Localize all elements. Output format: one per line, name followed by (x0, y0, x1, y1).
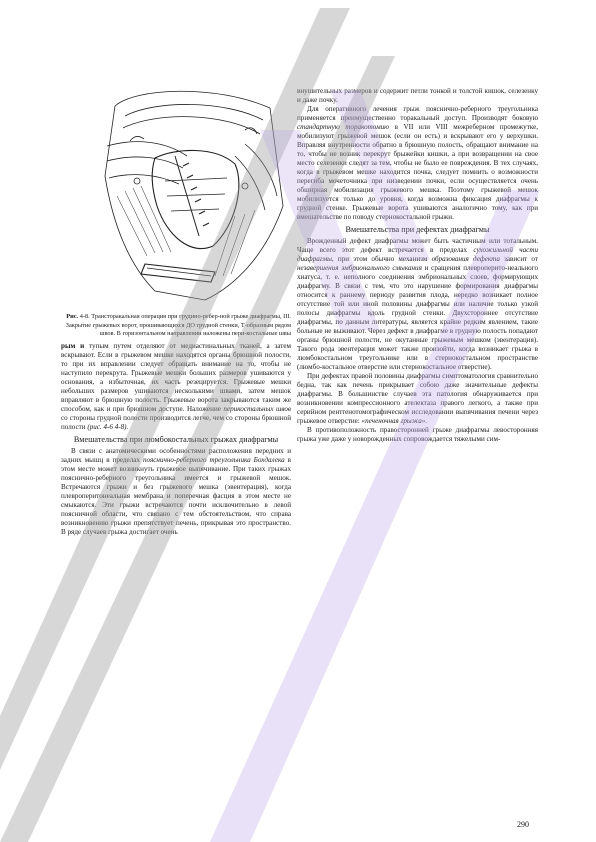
caption-label: Рис. (66, 313, 79, 320)
figure-reference: (рис. 4-6 4-8). (87, 423, 129, 431)
left-paragraph-1 (61, 342, 291, 432)
right-paragraph-3 (297, 372, 538, 426)
italic-run: незавершения эмбрионального смыкания (297, 264, 422, 272)
italic-run: пояснично-реберного треугольника Бохдалека (142, 456, 285, 464)
italic-run: образования дефекта (431, 255, 500, 263)
figure-caption (58, 313, 291, 339)
italic-run: стандартную торакотомию (297, 123, 390, 131)
italic-run: «печеночная грыжа». (361, 417, 428, 425)
text-run: При дефектах правой половины диафрагмы симптоматология сравнительно бедна, так как печень прикрывает собою даже значительные дефекты диафрагмы. В большинстве случаев эта патология обнаруживается при возникновении компрессионного ателектаза правого легкого, а также при серийном рентгенотомографическом исследовании выпячивания печени через грыжевое отверстие: (297, 372, 538, 425)
left-paragraph-2 (61, 447, 291, 537)
right-paragraph-2 (297, 237, 538, 372)
caption-text: Трансторакальная операция при грудино-ребер-ной грыже диафрагмы, III. Закрытие грыжевых ворот, прошивающихся ДО грудной стенки, Т-образным рядом швов. В горизонтальном направлении наложены пери-костальные швы (65, 313, 291, 338)
right-paragraph-0: внушительных размеров и содержит петли тонкой и толстой кишок, селезенку и даже почку. (297, 87, 538, 104)
text-run: В связи с анатомическими особенностями расположения передних и задних мышц в пределах (61, 447, 291, 464)
caption-number: 4-8. (79, 313, 90, 320)
section-heading-lumbocostal: Вмешательства при люмбокостальных грыжах диафрагмы (73, 435, 279, 444)
bold-prefix: рым и (61, 342, 85, 350)
right-paragraph-1 (297, 105, 538, 222)
right-paragraph-4: В противоположность правосторонней грыже диафрагмы левосторонняя грыжа уже даже у новорожденных сопровождается тяжелыми сим- (297, 426, 538, 443)
text-run: зависит от (499, 255, 538, 263)
text-run: Врожденный дефект диафрагмы может быть частичным или тотальным. Чаще всего этот дефект встречается в пределах (297, 237, 538, 254)
right-column (297, 87, 538, 444)
italic-run: перикостальных швов (223, 405, 291, 413)
text-run: при этом обычно механизм (333, 255, 432, 263)
text-run: Для оперативного лечения грыж пояснично-реберного треугольника применяется преимущественно торакальный доступ. Производят боковую (297, 105, 538, 122)
surgical-illustration (95, 86, 290, 304)
left-column (61, 342, 291, 537)
text-run: и сращения плевроперито-неального хиатуса, т. е. неполного соединения эмбриональных слоев, формирующих диафрагму. В связи с тем, что это нарушение формирования диафрагмы относится к раннему периоду развития плода, нередко возникает полное отсутствие той или иной половины диафрагмы или наличие только узкой полосы диафрагмы вдоль грудной стенки. Двухстороннее отсутствие диафрагмы, по данным литературы, является крайне редким явлением, такие больные не выживают. Через дефект в диафрагме в грудную полость попадают органы брюшной полости, не окутанные грыжевым мешком (эвентерация). Такого рода эвентерация может также произойти, когда возникает грыжа в люмбокостальном треугольнике или в стернокостальном пространстве (люмбо-костальное отверстие или стернокостальное отверстие). (297, 264, 538, 371)
text-run: в VII или VIII межреберном промежутке, мобилизуют грыжевой мешок (если он есть) и вскрывают его у верхушки. Вправляя внутренности обратно в брюшную полость, обращают внимание на то, чтобы не возник перекрут брыжейки кишки, а при возвращении на свое место селезенки следят за тем, чтобы не было ее повреждения. В тех случаях, когда в грыжевом мешке находится почка, следует помнить о возможности перегиба мочеточника при низведении почки, если осуществляется очень обширная мобилизация грыжевого мешка. Поэтому грыжевой мешок мобилизуется только до уровня, когда возможна фиксация диафрагмы к грудной стенке. Грыжевые ворота ушиваются аналогично тому, как при вмешательстве по поводу стернокостальной грыжи. (297, 123, 538, 221)
text-run: в этом месте может возникнуть грыжевое выпячивание. При таких грыжах пояснично-реберного треугольника имеется и грыжевой мешок. Встречаются грыжи и без грыжевого мешка (эвентерация), когда плевроперитонеальная мембрана и поперечная фасция в этом месте не смыкаются. Эти грыжи встречаются почти исключительно в левой поясничной области, что связано с тем обстоятельством, что справа возникновению грыжи препятствует печень, прикрывая это пространство. В ряде случаев грыжа достигает очень (61, 456, 291, 536)
italic-run: сухожильной части диафрагмы, (297, 246, 538, 263)
section-heading-defects: Вмешательства при дефектах диафрагмы (345, 225, 490, 234)
page-number: 290 (517, 820, 529, 829)
text-run: со стороны грудной полости производится легче, чем со стороны брюшной полости (61, 414, 291, 431)
text-run: тупым путем отделяют от медиастинальных тканей, а затем вскрывают. Если в грыжевом мешке находятся органы брюшной полости, то при их вправлении следует обращать внимание на то, чтобы не наступило перекрута. Грыжевые мешки больших размеров ушиваются у основания, а избыточная, их часть резецируется. Грыжевые мешки небольших размеров ушиваются несколькими швами, затем мешок вправляют в брюшную полость. Грыжевые ворота закрываются таким же способом, как и при брюшном доступе. Наложение (61, 342, 291, 413)
